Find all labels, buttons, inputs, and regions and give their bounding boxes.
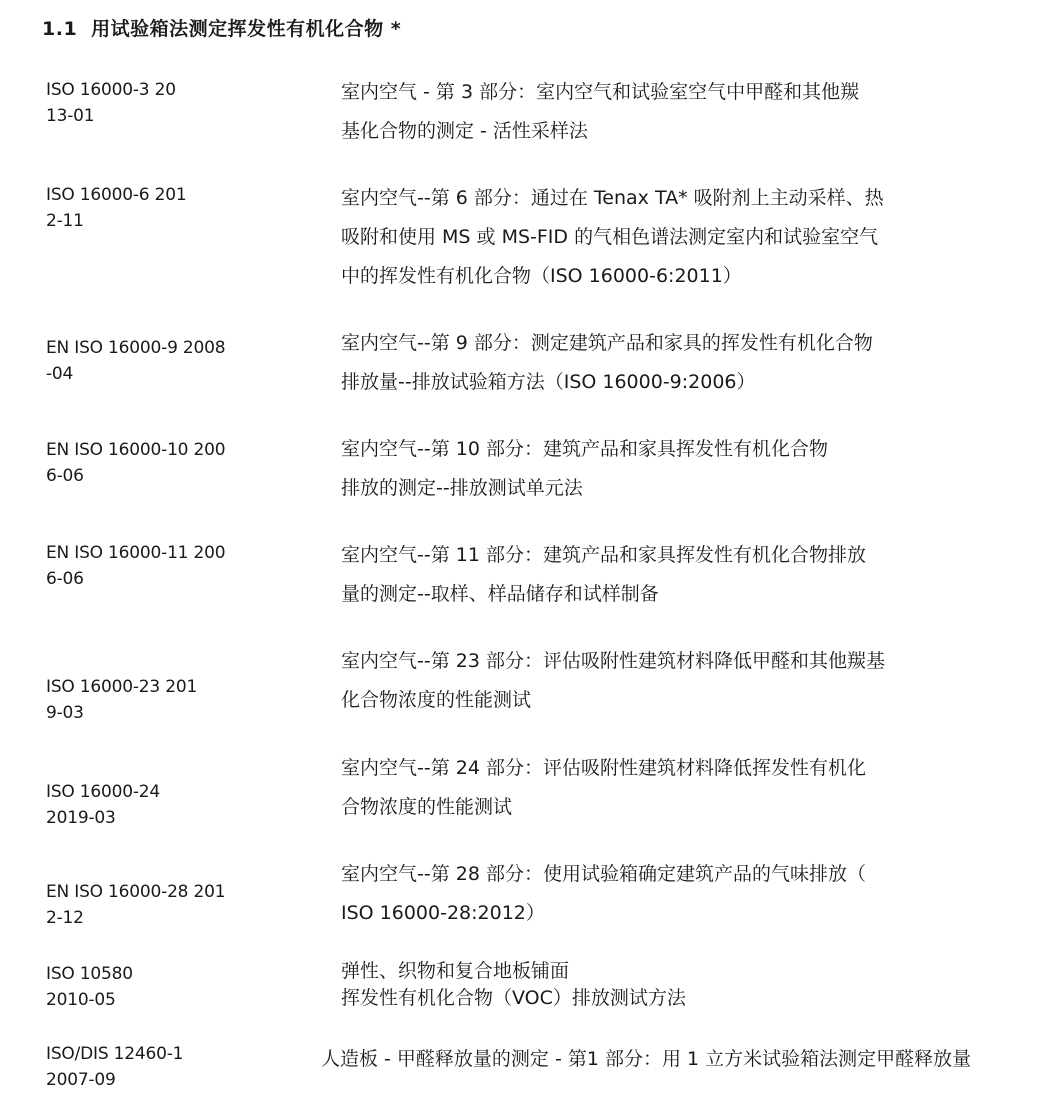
standard-code: ISO 16000-24 2019-03 bbox=[46, 782, 161, 828]
standard-title: 室内空气--第 10 部分：建筑产品和家具挥发性有机化合物 排放的测定--排放测试单元法 bbox=[341, 438, 828, 499]
standard-code: ISO 16000-3 20 13-01 bbox=[46, 80, 176, 126]
standard-code: ISO 16000-6 201 2-11 bbox=[46, 185, 187, 231]
standard-code: ISO/DIS 12460-1 2007-09 bbox=[46, 1044, 184, 1090]
standard-code: EN ISO 16000-28 201 2-12 bbox=[46, 882, 226, 928]
standard-code: EN ISO 16000-9 2008 -04 bbox=[46, 338, 226, 384]
standard-title: 室内空气--第 23 部分：评估吸附性建筑材料降低甲醛和其他羰基 化合物浓度的性能测试 bbox=[341, 650, 885, 711]
standard-code: EN ISO 16000-11 200 6-06 bbox=[46, 543, 226, 589]
standard-title: 室内空气--第 28 部分：使用试验箱确定建筑产品的气味排放（ ISO 16000-28:2012） bbox=[341, 863, 866, 924]
standard-title: 弹性、织物和复合地板铺面 挥发性有机化合物（VOC）排放测试方法 bbox=[341, 960, 686, 1009]
standard-code: EN ISO 16000-10 200 6-06 bbox=[46, 440, 226, 486]
standard-title: 室内空气--第 11 部分：建筑产品和家具挥发性有机化合物排放 量的测定--取样、样品储存和试样制备 bbox=[341, 544, 866, 605]
standard-title: 室内空气 - 第 3 部分：室内空气和试验室空气中甲醛和其他羰 基化合物的测定 - 活性采样法 bbox=[341, 81, 860, 142]
standard-title: 室内空气--第 6 部分：通过在 Tenax TA* 吸附剂上主动采样、热 吸附和使用 MS 或 MS-FID 的气相色谱法测定室内和试验室空气 中的挥发性有机化合物（ISO 16000-6:2011） bbox=[341, 187, 884, 287]
section-heading bbox=[42, 14, 401, 41]
standard-title: 室内空气--第 24 部分：评估吸附性建筑材料降低挥发性有机化 合物浓度的性能测试 bbox=[341, 757, 866, 818]
section-number: 1.1 bbox=[42, 18, 78, 40]
section-title: 用试验箱法测定挥发性有机化合物 * bbox=[91, 18, 402, 40]
standard-title: 人造板 - 甲醛释放量的测定 - 第1 部分：用 1 立方米试验箱法测定甲醛释放量 bbox=[321, 1048, 972, 1070]
standard-code: ISO 16000-23 201 9-03 bbox=[46, 677, 198, 723]
standard-code: ISO 10580 2010-05 bbox=[46, 964, 133, 1010]
standard-title: 室内空气--第 9 部分：测定建筑产品和家具的挥发性有机化合物 排放量--排放试验箱方法（ISO 16000-9:2006） bbox=[341, 332, 873, 393]
